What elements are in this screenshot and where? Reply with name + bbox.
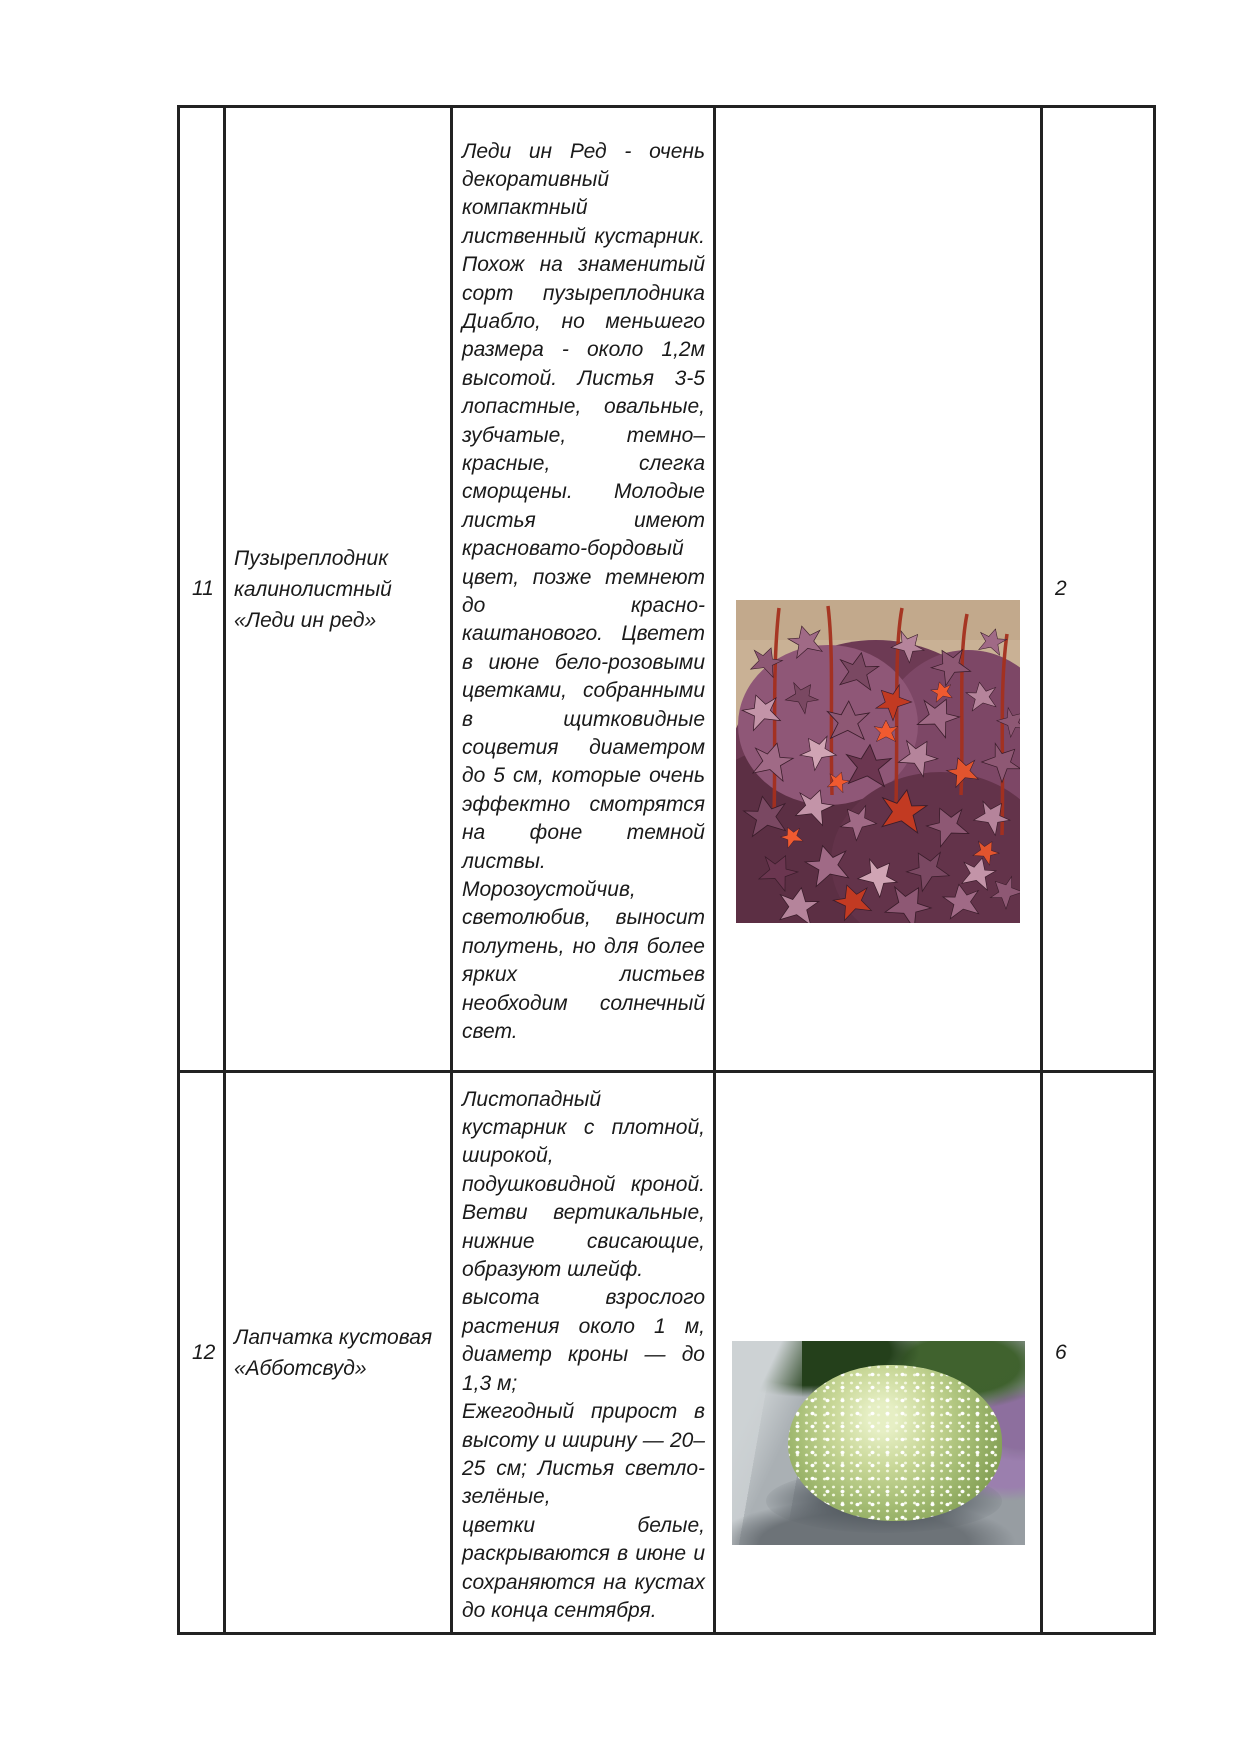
table-row xyxy=(179,1072,1155,1634)
plant-photo-abbotswood xyxy=(732,1341,1025,1545)
quantity-value: 2 xyxy=(1055,577,1067,600)
plant-photo-cell xyxy=(715,1072,1042,1634)
flowering-bush xyxy=(788,1365,1002,1521)
description-paragraph: Ежегодный прирост в высоту и ширину — 20–25 см; Листья светло-зелёные, xyxy=(462,1400,705,1509)
quantity-value: 6 xyxy=(1055,1340,1067,1364)
plant-table xyxy=(177,105,1156,1635)
description-paragraph: цветки белые, раскрываются в июне и сохраняются на кустах до конца сентября. xyxy=(462,1513,705,1622)
quantity-cell xyxy=(1042,1072,1155,1634)
row-number-text: 11 xyxy=(192,577,214,600)
plant-photo-lady-in-red xyxy=(736,600,1020,923)
row-number-text: 12 xyxy=(192,1340,216,1364)
plant-name-cell xyxy=(225,1072,452,1634)
plant-name: Пузыреплодник калинолистный «Леди ин ред» xyxy=(234,546,392,632)
description-paragraph: Листопадный кустарник с плотной, широкой, подушковидной кроной. Ветви вертикальные, нижние свисающие, образуют шлейф. xyxy=(462,1087,705,1282)
plant-description-cell xyxy=(452,107,715,1072)
row-number xyxy=(179,107,225,1072)
description-paragraph: Леди ин Ред - очень декоративный компактный лиственный кустарник. Похож на знаменитый сорт пузыреплодника Диабло, но меньшего размера - около 1,2м высотой. Листья 3-5 лопастные, овальные, зубчатые, темно–красные, слегка сморщены. Молодые листья имеют красновато-бордовый цвет, позже темнеют до красно-каштанового. Цветет в июне бело-розовыми цветками, собранными в щитковидные соцветия диаметром до 5 см, которые очень эффектно смотрятся на фоне темной листвы. xyxy=(462,139,705,873)
description-paragraph: высота взрослого растения около 1 м, диаметр кроны — до 1,3 м; xyxy=(462,1286,705,1395)
table-row xyxy=(179,107,1155,1072)
quantity-cell xyxy=(1042,107,1155,1072)
plant-name-cell xyxy=(225,107,452,1072)
row-number xyxy=(179,1072,225,1634)
plant-description-cell xyxy=(452,1072,715,1634)
plant-name: Лапчатка кустовая «Абботсвуд» xyxy=(234,1325,433,1380)
description-paragraph: Морозоустойчив, светолюбив, выносит полутень, но для более ярких листьев необходим солнечный свет. xyxy=(462,878,705,1044)
plant-photo-cell xyxy=(715,107,1042,1072)
